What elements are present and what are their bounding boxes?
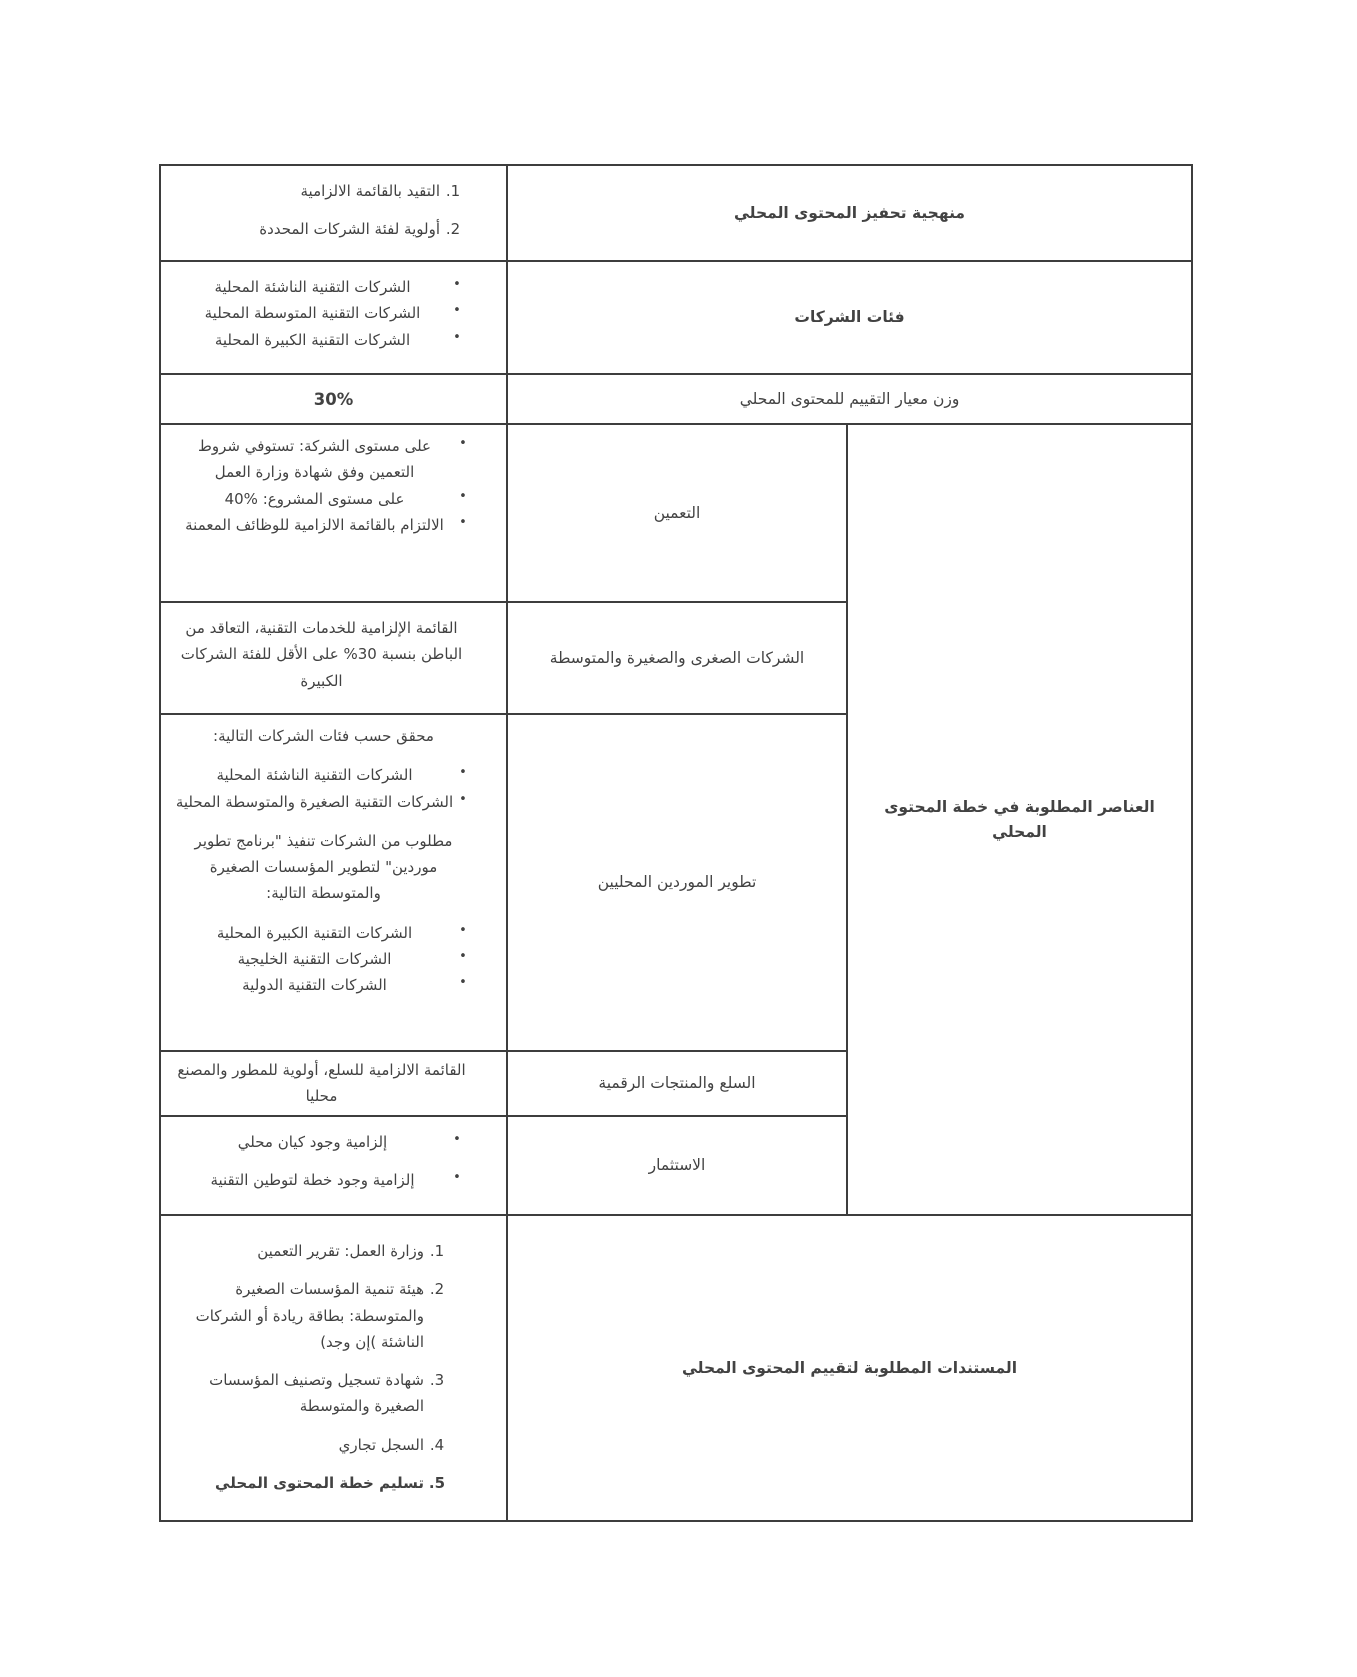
cell-supplier-development-header [508, 715, 846, 1050]
list-item-text: الشركات التقنية الكبيرة المحلية [214, 330, 411, 349]
list-item [175, 972, 472, 998]
bullet-icon: • [459, 436, 467, 451]
list-item [177, 274, 466, 300]
list-item [175, 920, 472, 946]
methodology-numbered-list [177, 178, 466, 243]
company-categories-list [177, 274, 466, 353]
cell-sme-details [161, 603, 506, 713]
list-item-text: الشركات التقنية الدولية [242, 976, 387, 994]
cell-evaluation-weight-header [508, 375, 1191, 423]
cell-supplier-development-details [161, 715, 506, 1050]
bullet-icon: • [453, 277, 461, 292]
list-item-text: إلزامية وجود كيان محلي [237, 1133, 388, 1151]
omanization-list [175, 433, 472, 538]
list-item-text: على مستوى المشروع: %40 [224, 489, 405, 508]
company-categories-header-text: فئات الشركات [794, 308, 905, 327]
cell-investment-details [161, 1117, 506, 1214]
list-item [177, 1129, 466, 1155]
bullet-icon: • [453, 1132, 461, 1147]
methodology-header-text: منهجية تحفيز المحتوى المحلي [734, 203, 966, 222]
cell-required-documents-header [508, 1216, 1191, 1520]
required-documents-list [177, 1238, 450, 1496]
list-item [175, 789, 472, 815]
list-item-text: وزارة العمل: تقرير التعمين [257, 1242, 424, 1260]
list-item [177, 1167, 466, 1193]
list-item [177, 1238, 450, 1264]
evaluation-weight-header-text: وزن معيار التقييم للمحتوى المحلي [739, 389, 960, 408]
list-item-text: هيئة تنمية المؤسسات الصغيرة والمتوسطة: بطاقة ريادة أو الشركات الناشئة )إن وجد) [195, 1280, 424, 1351]
bullet-icon: • [453, 303, 461, 319]
sme-header-text: الشركات الصغرى والصغيرة والمتوسطة [549, 648, 805, 667]
cell-investment-header [508, 1117, 846, 1214]
list-item-text: شهادة تسجيل وتصنيف المؤسسات الصغيرة والمتوسطة [209, 1371, 424, 1416]
goods-digital-products-header-text: السلع والمنتجات الرقمية [598, 1074, 756, 1093]
list-number: 4. [429, 1435, 445, 1454]
list-item-text: الشركات التقنية الناشئة المحلية [216, 766, 413, 785]
list-number: 5. [428, 1473, 446, 1492]
supplier-development-list-2 [175, 920, 472, 999]
cell-required-documents-details [161, 1216, 506, 1520]
list-item-text: أولوية لفئة الشركات المحددة [259, 220, 440, 239]
list-item [177, 1367, 450, 1420]
investment-header-text: الاستثمار [648, 1156, 706, 1175]
bullet-icon: • [459, 922, 467, 938]
cell-company-categories-details [161, 262, 506, 373]
local-content-table [159, 164, 1193, 1522]
list-item [177, 178, 466, 204]
list-item-text: الشركات التقنية الناشئة المحلية [214, 278, 411, 296]
required-elements-header-text: العناصر المطلوبة في خطة المحتوى المحلي [884, 797, 1155, 841]
cell-methodology-details [161, 166, 506, 260]
bullet-icon: • [459, 948, 467, 964]
list-item [175, 512, 472, 538]
cell-evaluation-weight-value [161, 375, 506, 423]
list-number: 2. [429, 1280, 445, 1299]
list-item [177, 327, 466, 353]
bullet-icon: • [459, 791, 467, 807]
list-number: 1. [445, 182, 461, 200]
required-documents-header-text: المستندات المطلوبة لتقييم المحتوى المحلي [681, 1358, 1018, 1377]
bullet-icon: • [459, 765, 467, 781]
list-item [177, 1432, 450, 1458]
list-item-text: التقيد بالقائمة الالزامية [300, 182, 440, 200]
evaluation-weight-value-text: 30% [313, 389, 354, 409]
list-item [177, 216, 466, 242]
list-item-text: الشركات التقنية الخليجية [237, 949, 392, 968]
list-item-text: السجل تجاري [338, 1435, 424, 1454]
list-item-text: الشركات التقنية الصغيرة والمتوسطة المحلية [175, 792, 454, 811]
list-item-text: الشركات التقنية الكبيرة المحلية [216, 923, 413, 942]
cell-sme-header [508, 603, 846, 713]
list-item [177, 300, 466, 326]
list-number: 2. [445, 220, 461, 239]
goods-digital-products-text: القائمة الالزامية للسلع، أولوية للمطور والمصنع محليا [177, 1061, 466, 1106]
bullet-icon: • [459, 488, 467, 504]
list-item [177, 1470, 450, 1496]
investment-list [177, 1129, 466, 1194]
cell-omanization-details [161, 425, 506, 601]
list-item-text: على مستوى الشركة: تستوفي شروط التعمين وفق شهادة وزارة العمل [197, 437, 432, 482]
list-item [177, 1276, 450, 1355]
cell-company-categories-header [508, 262, 1191, 373]
bullet-icon: • [459, 975, 467, 990]
sme-details-text: القائمة الإلزامية للخدمات التقنية، التعاقد من الباطن بنسبة 30% على الأقل للفئة الشركات الكبيرة [180, 619, 463, 690]
list-number: 3. [429, 1371, 445, 1389]
cell-omanization-header [508, 425, 846, 601]
omanization-header-text: التعمين [653, 503, 701, 522]
supplier-development-list-1 [175, 762, 472, 815]
list-item [175, 433, 472, 486]
list-item [175, 762, 472, 788]
cell-required-elements-header [848, 425, 1191, 1214]
bullet-icon: • [453, 1170, 461, 1186]
list-number: 1. [429, 1242, 445, 1260]
list-item-text: إلزامية وجود خطة لتوطين التقنية [210, 1171, 415, 1190]
list-item-text: الشركات التقنية المتوسطة المحلية [204, 304, 421, 323]
bullet-icon: • [453, 329, 461, 345]
bullet-icon: • [459, 514, 467, 530]
cell-goods-digital-products-header [508, 1052, 846, 1115]
supplier-development-header-text: تطوير الموردين المحليين [597, 873, 757, 892]
cell-goods-digital-products-details [161, 1052, 506, 1115]
list-item [175, 486, 472, 512]
supplier-development-intro: محقق حسب فئات الشركات التالية: [213, 727, 434, 745]
list-item-text: تسليم خطة المحتوى المحلي [215, 1473, 424, 1492]
supplier-development-program-text: مطلوب من الشركات تنفيذ "برنامج تطوير موردين" لتطوير المؤسسات الصغيرة والمتوسطة التالية: [194, 831, 453, 903]
list-item [175, 946, 472, 972]
list-item-text: الالتزام بالقائمة الالزامية للوظائف المعمنة [185, 515, 444, 534]
cell-methodology-header [508, 166, 1191, 260]
